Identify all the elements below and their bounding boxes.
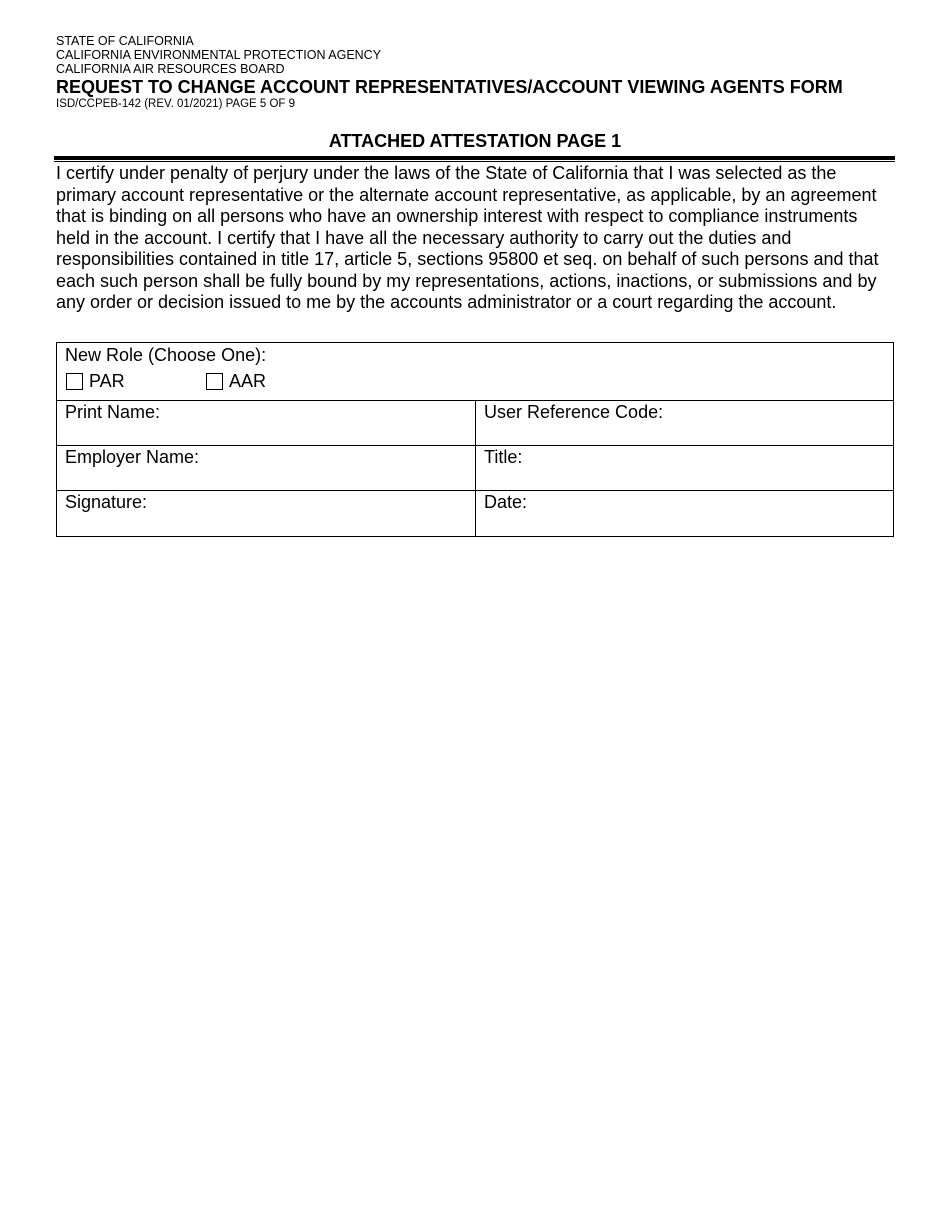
heading-rule-thick	[54, 156, 895, 160]
print-name-field[interactable]	[65, 425, 467, 443]
section-heading: ATTACHED ATTESTATION PAGE 1	[328, 131, 622, 151]
date-label: Date:	[484, 492, 528, 512]
signature-label: Signature:	[65, 492, 148, 512]
aar-option-label: AAR	[229, 371, 267, 391]
role-label: New Role (Choose One):	[65, 345, 267, 365]
user-reference-code-cell	[475, 401, 893, 446]
par-option-label: PAR	[89, 371, 125, 391]
employer-name-field[interactable]	[65, 470, 467, 488]
aar-checkbox[interactable]	[206, 373, 223, 390]
employer-row	[57, 445, 893, 491]
user-reference-code-field[interactable]	[484, 425, 885, 443]
form-id: ISD/CCPEB-142 (REV. 01/2021) PAGE 5 OF 9	[56, 98, 296, 110]
name-row	[57, 400, 893, 446]
signature-cell	[57, 491, 475, 537]
agency-line-state: STATE OF CALIFORNIA	[56, 34, 194, 48]
user-reference-code-label: User Reference Code:	[484, 402, 664, 422]
print-name-cell	[57, 401, 475, 446]
attestation-form-table	[56, 342, 894, 537]
title-field[interactable]	[484, 470, 885, 488]
title-cell	[475, 446, 893, 491]
role-option-aar[interactable]	[206, 371, 266, 391]
role-row	[57, 343, 893, 400]
employer-name-label: Employer Name:	[65, 447, 200, 467]
signature-field[interactable]	[65, 516, 467, 534]
date-field[interactable]	[484, 516, 885, 534]
signature-row	[57, 490, 893, 537]
attestation-paragraph: I certify under penalty of perjury under the laws of the State of California that I was selected as the primary account representative or the alternate account representative, as applicable, by an agreement that is binding on all persons who have an ownership interest with respect to compliance instruments held in the account. I certify that I have all the necessary authority to carry out the duties and responsibilities contained in title 17, article 5, sections 95800 et seq. on behalf of such persons and that each such person shall be fully bound by my representations, actions, inactions, or submissions and by any order or decision issued to me by the accounts administrator or a court regarding the account.	[56, 163, 879, 312]
date-cell	[475, 491, 893, 537]
title-label: Title:	[484, 447, 523, 467]
role-option-par[interactable]	[66, 371, 125, 391]
print-name-label: Print Name:	[65, 402, 161, 422]
heading-rule-thin	[54, 161, 895, 162]
employer-name-cell	[57, 446, 475, 491]
agency-line-calepa: CALIFORNIA ENVIRONMENTAL PROTECTION AGENCY	[56, 48, 382, 62]
form-title: REQUEST TO CHANGE ACCOUNT REPRESENTATIVES/ACCOUNT VIEWING AGENTS FORM	[56, 77, 843, 97]
agency-line-carb: CALIFORNIA AIR RESOURCES BOARD	[56, 62, 285, 76]
par-checkbox[interactable]	[66, 373, 83, 390]
